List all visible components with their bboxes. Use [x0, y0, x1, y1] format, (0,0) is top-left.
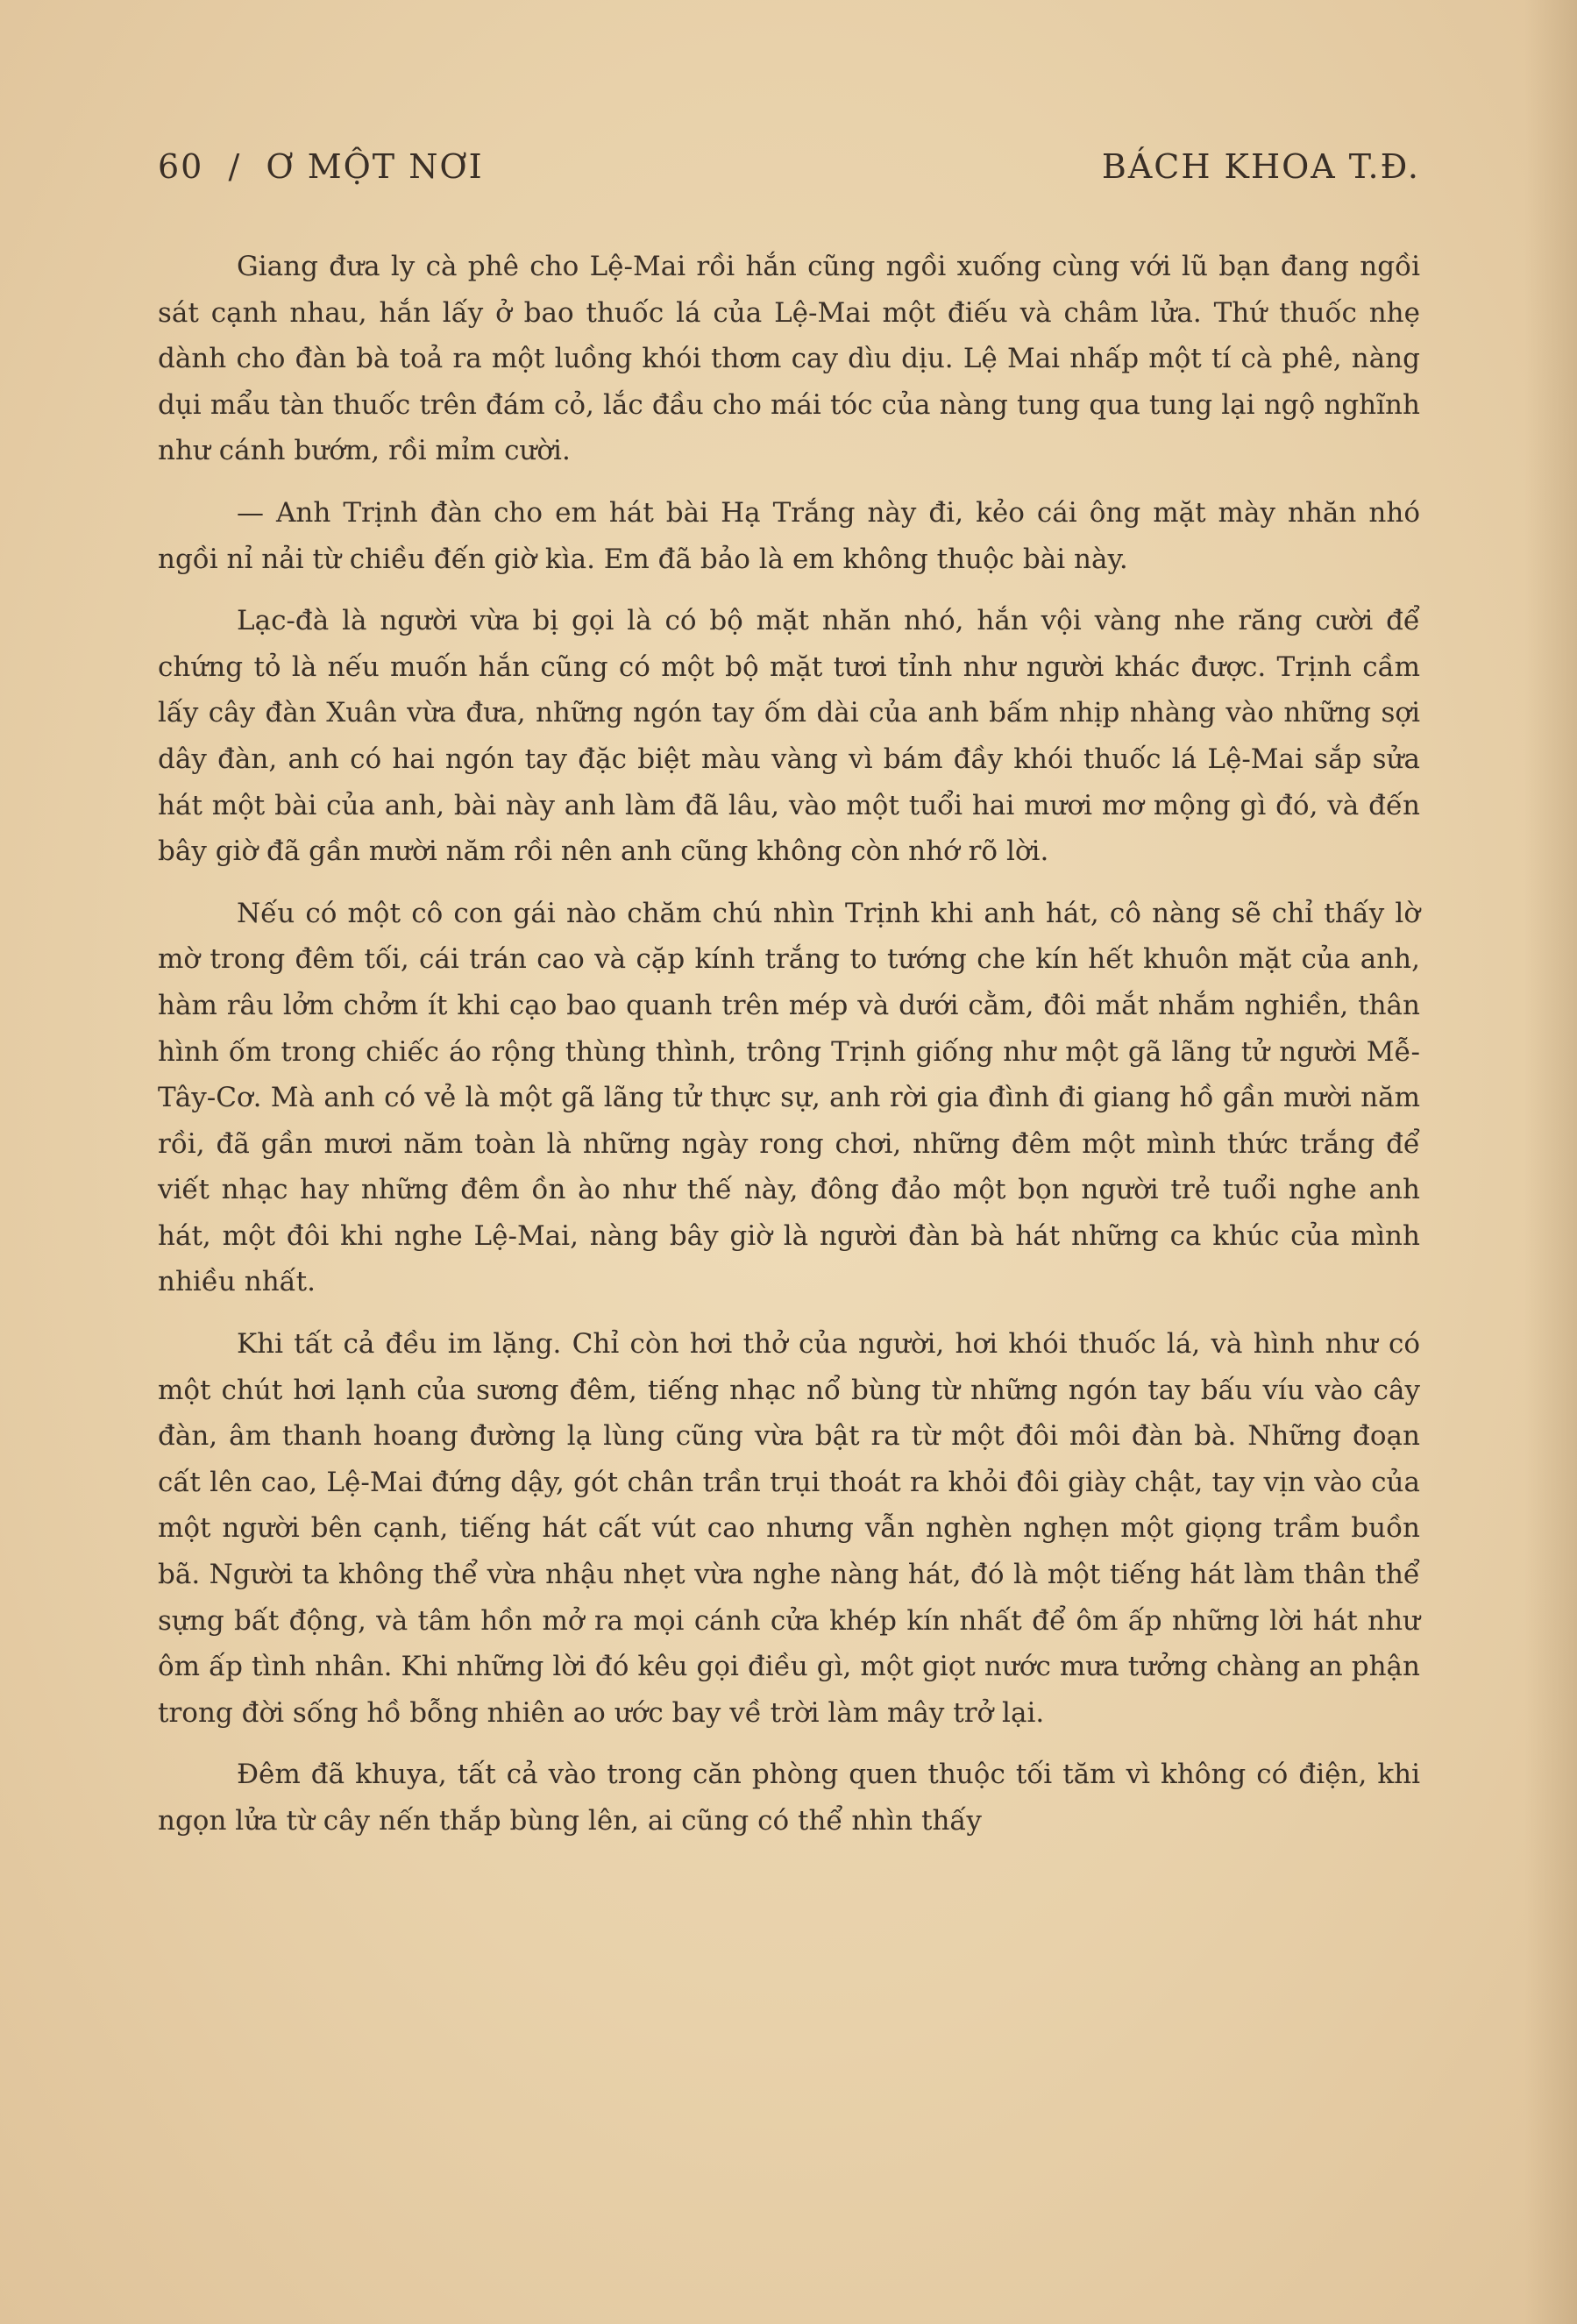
page-edge-shadow [1524, 0, 1577, 2324]
page-number: 60 [158, 147, 204, 186]
paragraph: Lạc-đà là người vừa bị gọi là có bộ mặt nhăn nhó, hắn vội vàng nhe răng cười để chứng tỏ là nếu muốn hắn cũng có một bộ mặt tươi tỉnh như người khác được. Trịnh cầm lấy cây đàn Xuân vừa đưa, những ngón tay ốm dài của anh bấm nhịp nhàng vào những sợi dây đàn, anh có hai ngón tay đặc biệt màu vàng vì bám đầy khói thuốc lá Lệ-Mai sắp sửa hát một bài của anh, bài này anh làm đã lâu, vào một tuổi hai mươi mơ mộng gì đó, và đến bây giờ đã gần mười năm rồi nên anh cũng không còn nhớ rõ lời. [158, 605, 1420, 868]
header-separator: / [228, 147, 242, 186]
page-header [158, 147, 1420, 200]
paragraph: Giang đưa ly cà phê cho Lệ-Mai rồi hắn cũng ngồi xuống cùng với lũ bạn đang ngồi sát cạnh nhau, hắn lấy ở bao thuốc lá của Lệ-Mai một điếu và châm lửa. Thứ thuốc nhẹ dành cho đàn bà toả ra một luồng khói thơm cay dìu dịu. Lệ Mai nhấp một tí cà phê, nàng dụi mẩu tàn thuốc trên đám cỏ, lắc đầu cho mái tóc của nàng tung qua tung lại ngộ nghĩnh như cánh bướm, rồi mỉm cười. [158, 251, 1420, 467]
header-left [158, 147, 484, 186]
paragraph: Nếu có một cô con gái nào chăm chú nhìn Trịnh khi anh hát, cô nàng sẽ chỉ thấy lờ mờ trong đêm tối, cái trán cao và cặp kính trắng to tướng che kín hết khuôn mặt của anh, hàm râu lởm chởm ít khi cạo bao quanh trên mép và dưới cằm, đôi mắt nhắm nghiền, thân hình ốm trong chiếc áo rộng thùng thình, trông Trịnh giống như một gã lãng tử người Mễ-Tây-Cơ. Mà anh có vẻ là một gã lãng tử thực sự, anh rời gia đình đi giang hồ gần mười năm rồi, đã gần mươi năm toàn là những ngày rong chơi, những đêm một mình thức trắng để viết nhạc hay những đêm ồn ào như thế này, đông đảo một bọn người trẻ tuổi nghe anh hát, một đôi khi nghe Lệ-Mai, nàng bây giờ là người đàn bà hát những ca khúc của mình nhiều nhất. [158, 897, 1420, 1298]
section-title: Ơ MỘT NƠI [266, 147, 484, 186]
publication-title: BÁCH KHOA T.Đ. [1101, 147, 1420, 186]
paragraph-dialogue: — Anh Trịnh đàn cho em hát bài Hạ Trắng này đi, kẻo cái ông mặt mày nhăn nhó ngồi nỉ nải từ chiều đến giờ kìa. Em đã bảo là em không thuộc bài này. [158, 496, 1420, 575]
paragraph: Khi tất cả đều im lặng. Chỉ còn hơi thở của người, hơi khói thuốc lá, và hình như có một chút hơi lạnh của sương đêm, tiếng nhạc nổ bùng từ những ngón tay bấu víu vào cây đàn, âm thanh hoang đường lạ lùng cũng vừa bật ra từ một đôi môi đàn bà. Những đoạn cất lên cao, Lệ-Mai đứng dậy, gót chân trần trụi thoát ra khỏi đôi giày chật, tay vịn vào của một người bên cạnh, tiếng hát cất vút cao nhưng vẫn nghèn nghẹn một giọng trầm buồn bã. Người ta không thể vừa nhậu nhẹt vừa nghe nàng hát, đó là một tiếng hát làm thân thể sựng bất động, và tâm hồn mở ra mọi cánh cửa khép kín nhất để ôm ấp những lời hát như ôm ấp tình nhân. Khi những lời đó kêu gọi điều gì, một giọt nước mưa tưởng chàng an phận trong đời sống hồ bỗng nhiên ao ước bay về trời làm mây trở lại. [158, 1328, 1420, 1729]
paragraph: Đêm đã khuya, tất cả vào trong căn phòng quen thuộc tối tăm vì không có điện, khi ngọn lửa từ cây nến thắp bùng lên, ai cũng có thể nhìn thấy [158, 1759, 1420, 1837]
article-body [158, 244, 1420, 1844]
